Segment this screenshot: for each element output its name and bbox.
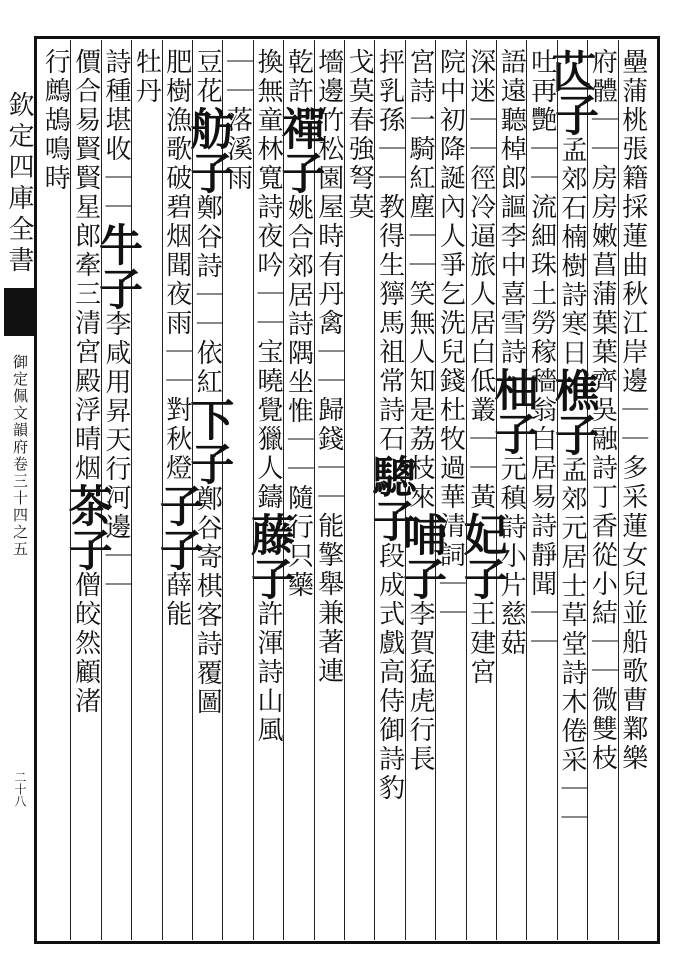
volume-text: 卷三十四之五 xyxy=(11,456,29,558)
headword-char: 子 xyxy=(243,556,294,600)
headword-char: 禪 xyxy=(273,106,325,150)
column-text: 聞夜雨｜｜對秋燈 xyxy=(161,251,192,483)
headword-char: 子 xyxy=(60,527,112,571)
headword-char: 子 xyxy=(273,150,325,194)
headword-char: 子 xyxy=(91,266,142,310)
column-text: 豆花 xyxy=(192,48,223,106)
headword-char: 子 xyxy=(151,527,203,571)
column-text: 姚合郊居詩隅坐惟｜｜隨行只藥 xyxy=(283,194,314,600)
column-text: 行鷓鴣鳴時 xyxy=(40,48,71,193)
column-text: 鄭谷詩｜｜依紅 xyxy=(192,194,223,397)
headword-char: 茶 xyxy=(60,483,112,527)
column-text: 語遠聽棹郎謳李中喜雪詩 xyxy=(496,48,527,367)
headword-char: 子 xyxy=(547,412,598,456)
column-text: 院中初降誕內人爭乞洗兒錢杜牧過華清 xyxy=(435,48,466,541)
column-text: 府體｜｜房房嫩菖蒲葉葉齊吳融詩丁香從小結｜｜微雙枝 xyxy=(587,48,618,773)
headword-char: 哺 xyxy=(395,512,446,556)
column-text: 宮詩一騎紅塵｜｜笑無人知是荔枝來 xyxy=(405,48,435,512)
column-text: 墻邊竹松園屋時有丹禽｜｜歸 xyxy=(313,48,344,425)
headword-char: 子 xyxy=(395,556,446,600)
column-text: 換無 xyxy=(253,48,283,106)
headword-char: 牛 xyxy=(91,222,142,266)
margin-sidebar xyxy=(4,36,34,944)
column-text: 肥 xyxy=(161,48,192,77)
headword-char: 樵 xyxy=(547,368,598,412)
column-text: 壘蒲桃張籍採蓮曲秋江岸邊｜｜多采蓮女兒並船歌曹鄴樂 xyxy=(617,48,648,773)
column-text: 孟郊石楠樹詩寒日 xyxy=(557,136,587,368)
column-text: 李賀猛虎行長 xyxy=(405,600,435,774)
black-fishtail-mark xyxy=(4,288,34,336)
column-text: 抨乳孫｜｜教得生獰馬祖常詩石 xyxy=(374,48,405,454)
column-text: 戈莫春強弩莫 xyxy=(344,48,375,222)
headword-char: 子 xyxy=(151,483,203,527)
headword-char: 子 xyxy=(486,411,538,455)
column-text: 李咸用昇天行河邊｜｜ xyxy=(101,310,131,600)
book-title: 欽定四庫全書 xyxy=(4,91,34,277)
headword-char: 子 xyxy=(364,498,416,542)
column-text: 段成式戲高侍御詩豹 xyxy=(374,542,405,803)
column-text: 詞｜｜ xyxy=(435,541,466,628)
column-text: 星郎牽三清宮殿浮晴烟 xyxy=(70,193,101,483)
column-text: 深迷｜｜徑冷逼旅人居 xyxy=(465,48,496,338)
column-text: 王建宮 xyxy=(465,600,496,687)
column-text: 童林寬詩夜吟｜｜宝曉覺獵人鑄 xyxy=(253,106,283,512)
column-text: 僧皎然顧渚 xyxy=(70,571,101,716)
column-text: 樹漁歌破碧烟 xyxy=(161,77,192,251)
column-text: 鄭谷寄棋客詩覆圖 xyxy=(192,485,223,717)
headword-char: 舫 xyxy=(182,106,234,150)
column-text: 孟郊元居士草堂詩木倦采｜｜ xyxy=(557,456,587,833)
column-text: 許渾詩山風 xyxy=(253,600,283,745)
page-number: 二十八 xyxy=(13,771,27,807)
headword-char: 下 xyxy=(182,397,234,441)
headword-char: 妃 xyxy=(455,512,507,556)
column-text: 吐再艷｜｜流細珠 xyxy=(526,48,557,280)
headword-char: 柚 xyxy=(486,367,538,411)
column-text: 牡丹 xyxy=(131,48,162,106)
column-text: 土勞稼穡翁白居易詩靜聞｜｜ xyxy=(526,280,557,657)
column-text: 乾許 xyxy=(283,48,314,106)
headword-char: 子 xyxy=(182,441,234,485)
column-text: 詩種堪收｜｜ xyxy=(101,48,131,222)
headword-char: 𦬆 xyxy=(547,48,598,92)
headword-char: 藤 xyxy=(243,512,294,556)
headword-char: 子 xyxy=(547,92,598,136)
column-text: 價合易賢賢 xyxy=(70,48,101,193)
book-subtitle xyxy=(8,354,32,558)
subtitle-text: 御定佩文韻府 xyxy=(11,354,29,456)
column-text: 元稹詩小片慈菇 xyxy=(496,455,527,658)
column-text: 錢｜｜能擎舉兼著連 xyxy=(313,425,344,686)
headword-char: 子 xyxy=(455,556,507,600)
column-text: 白低叢｜｜黃 xyxy=(465,338,496,512)
headword-char: 驄 xyxy=(364,454,416,498)
column-text: 薛能 xyxy=(161,571,192,629)
column-text: ｜｜落溪雨 xyxy=(222,48,253,193)
headword-char: 子 xyxy=(182,150,234,194)
text-column xyxy=(35,48,75,933)
